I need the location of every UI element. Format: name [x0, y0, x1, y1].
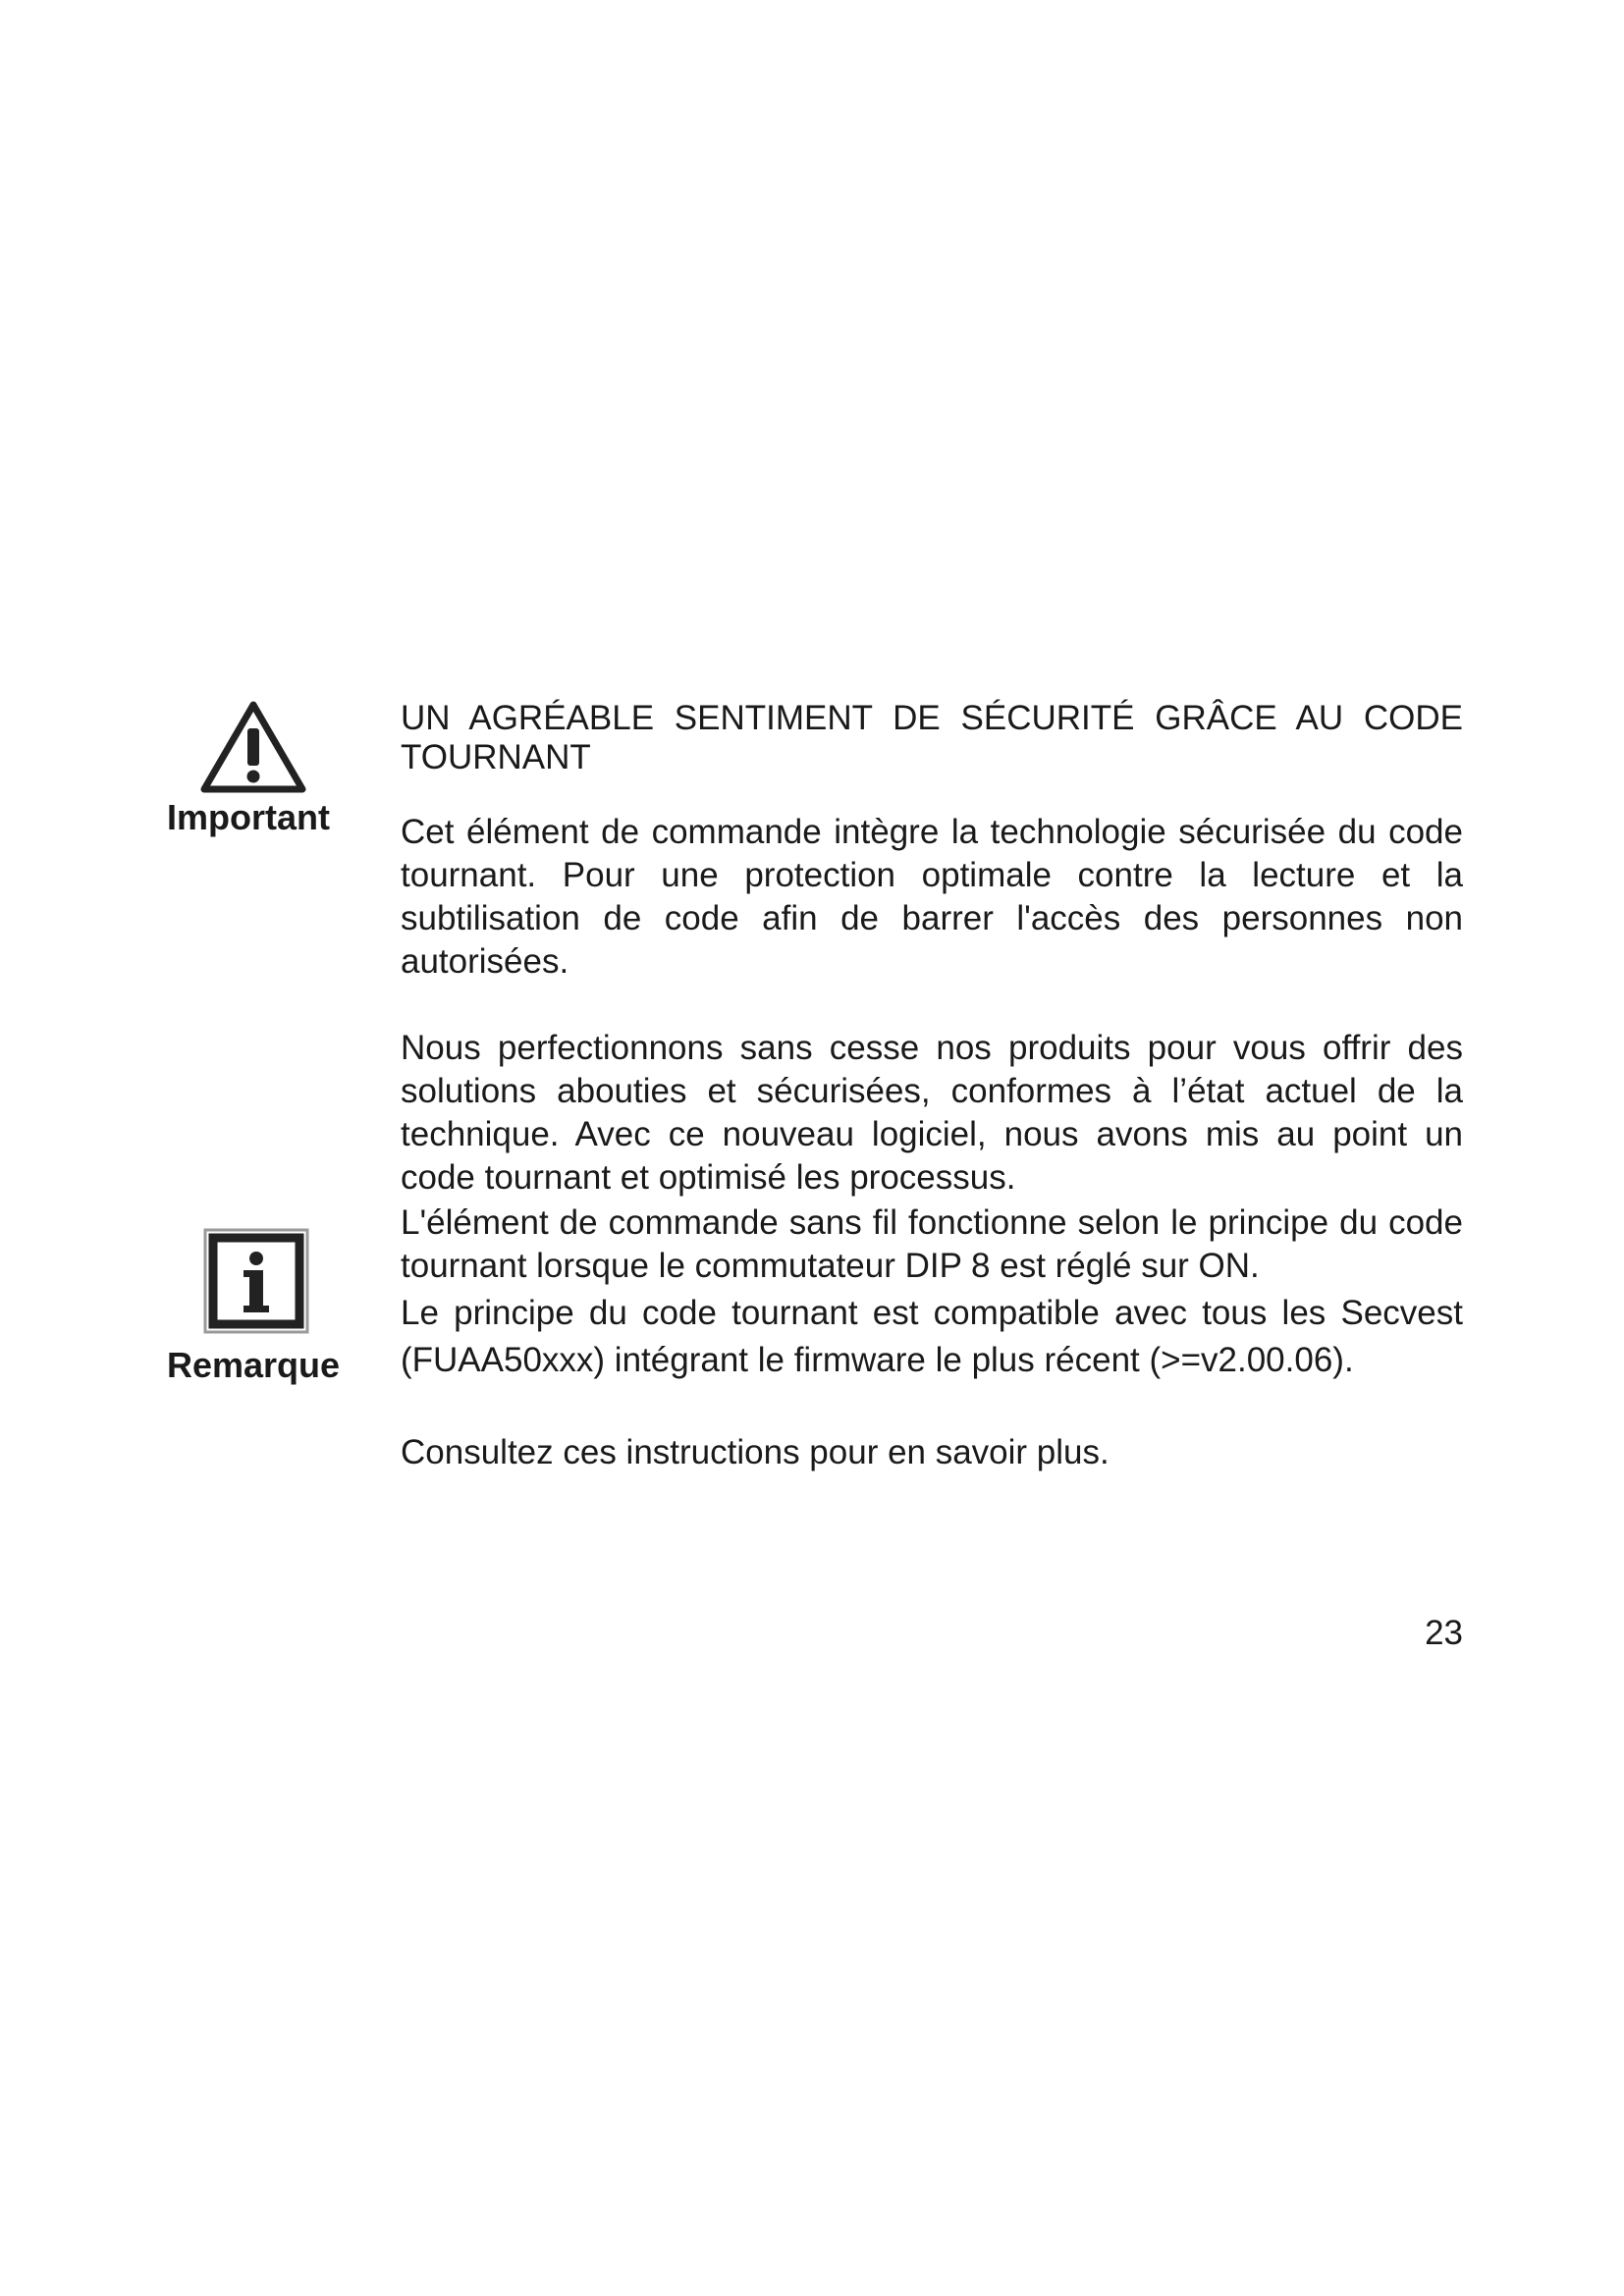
page-number: 23: [1425, 1614, 1463, 1652]
paragraph-consult-instructions: Consultez ces instructions pour en savoir plus.: [401, 1433, 1110, 1471]
info-box-icon: [202, 1227, 310, 1335]
remarque-label: Remarque: [167, 1345, 341, 1385]
important-label: Important: [167, 797, 330, 837]
paragraph-dip-switch: L'élément de commande sans fil fonctionne selon le principe du code tournant lorsque le commutateur DIP 8 est réglé sur ON.: [401, 1203, 1463, 1285]
main-text-column: [401, 699, 1463, 1474]
paragraph-compatibility: Le principe du code tournant est compatible avec tous les Secvest (FUAA50xxx) intégrant le firmware le plus récent (>=v2.00.06).: [401, 1294, 1463, 1379]
section-heading: UN AGRÉABLE SENTIMENT DE SÉCURITÉ GRÂCE AU CODE TOURNANT: [401, 699, 1463, 776]
paragraph-product-improvement: Nous perfectionnons sans cesse nos produits pour vous offrir des solutions abouties et sécurisées, conformes à l’état actuel de la technique. Avec ce nouveau logiciel, nous avons mis au point un code tournant et optimisé les processus.: [401, 1029, 1463, 1197]
warning-triangle-icon: [198, 699, 308, 797]
paragraph-rolling-code-intro: Cet élément de commande intègre la technologie sécurisée du code tournant. Pour une protection optimale contre la lecture et la subtilisation de code afin de barrer l'accès des personnes non autorisées.: [401, 813, 1463, 981]
